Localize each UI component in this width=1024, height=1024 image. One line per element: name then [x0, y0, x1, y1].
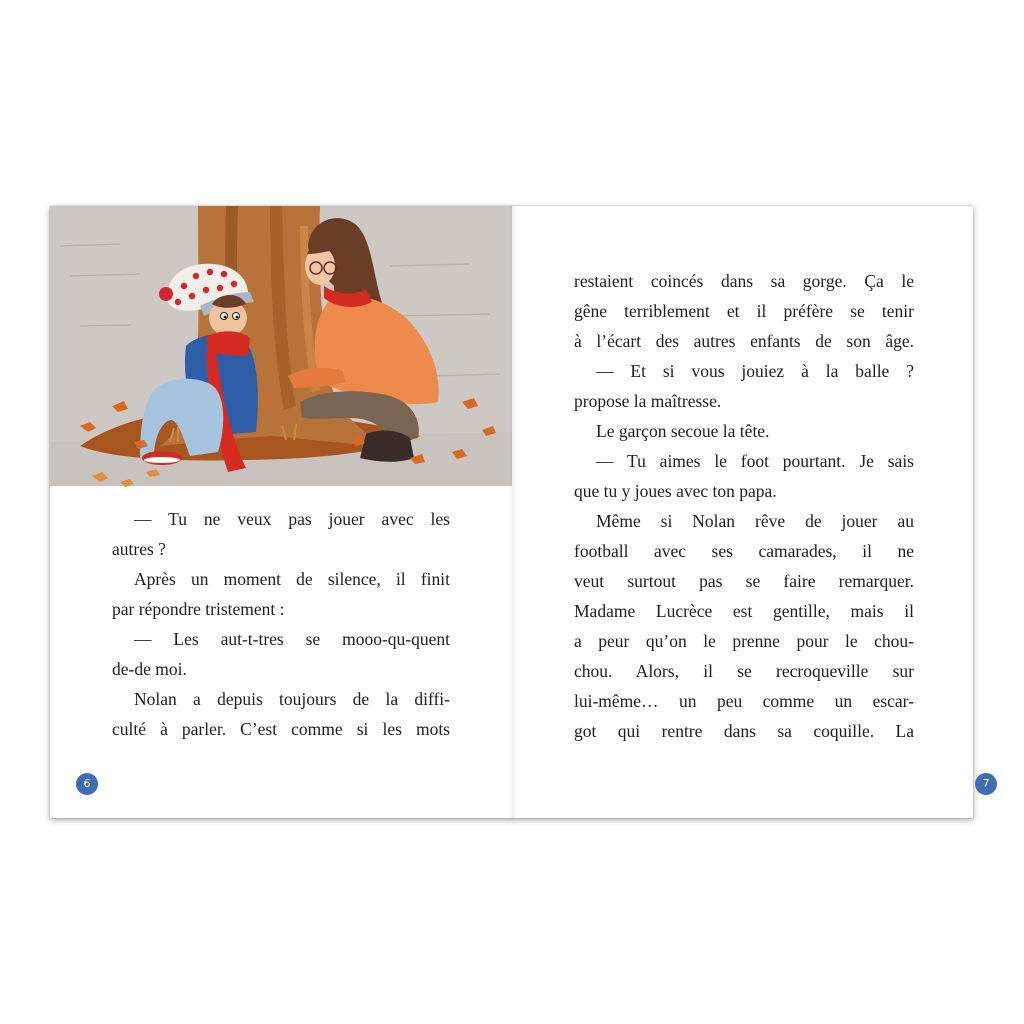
- text-line: a peur qu’on le prenne pour le chou-: [574, 631, 914, 651]
- story-illustration: [50, 206, 512, 486]
- text-line: lui-même… un peu comme un escar-: [574, 691, 914, 711]
- text-line: autres ?: [112, 539, 166, 559]
- text-line: Même si Nolan rêve de jouer au: [596, 511, 914, 531]
- text-line: — Et si vous jouiez à la balle ?: [596, 361, 914, 381]
- text-line: gêne terriblement et il préfère se tenir: [574, 301, 914, 321]
- text-line: de-de moi.: [112, 659, 187, 679]
- text-line: culté à parler. C’est comme si les mots: [112, 719, 450, 739]
- text-line: Le garçon secoue la tête.: [596, 421, 770, 441]
- text-line: — Tu aimes le foot pourtant. Je sais: [596, 451, 914, 471]
- text-line: — Les aut-t-tres se mooo-qu-quent: [134, 629, 450, 649]
- text-line: par répondre tristement :: [112, 599, 285, 619]
- text-line: Après un moment de silence, il finit: [134, 569, 450, 589]
- text-line: football avec ses camarades, il ne: [574, 541, 914, 561]
- text-line: que tu y joues avec ton papa.: [574, 481, 777, 501]
- right-page-text: [574, 266, 914, 746]
- left-page: [50, 206, 512, 818]
- text-line: — Tu ne veux pas jouer avec les: [134, 509, 450, 529]
- text-line: à l’écart des autres enfants de son âge.: [574, 331, 914, 351]
- left-page-text: [112, 504, 450, 744]
- text-line: Nolan a depuis toujours de la diffi-: [134, 689, 450, 709]
- book-spread: [50, 206, 990, 818]
- text-line: restaient coincés dans sa gorge. Ça le: [574, 271, 914, 291]
- right-page: [512, 206, 990, 818]
- text-line: got qui rentre dans sa coquille. La: [574, 721, 914, 741]
- text-line: veut surtout pas se faire remarquer.: [574, 571, 914, 591]
- text-line: propose la maîtresse.: [574, 391, 722, 411]
- page-number-badge-right: 7: [975, 773, 997, 795]
- text-line: Madame Lucrèce est gentille, mais il: [574, 601, 914, 621]
- text-line: chou. Alors, il se recroqueville sur: [574, 661, 914, 681]
- page-number-badge-left: 6: [76, 773, 98, 795]
